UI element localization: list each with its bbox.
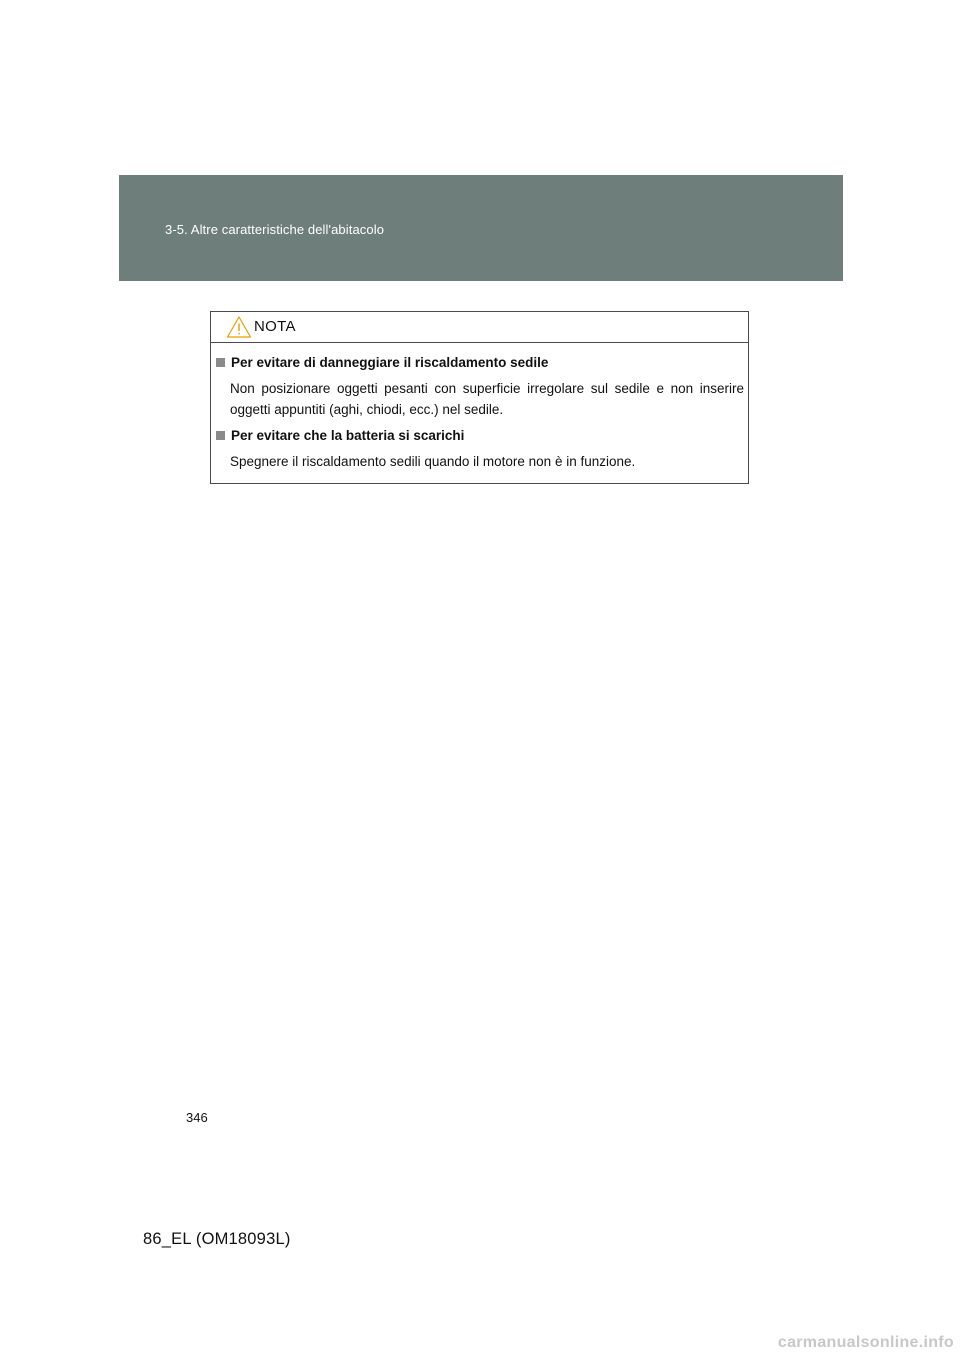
notice-item-heading: Per evitare che la batteria si scarichi (216, 428, 464, 443)
watermark: carmanualsonline.info (777, 1334, 954, 1351)
notice-item-text: Spegnere il riscaldamento sedili quando il motore non è in funzione. (230, 454, 636, 469)
notice-header (211, 312, 748, 343)
bullet-square-icon (216, 358, 225, 367)
notice-item-heading: Per evitare di danneggiare il riscaldamento sedile (216, 355, 548, 370)
section-title: 3-5. Altre caratteristiche dell'abitacolo (165, 222, 385, 237)
warning-triangle-icon (226, 315, 252, 339)
notice-box (210, 311, 749, 484)
notice-item-text: Non posizionare oggetti pesanti con superficie irregolare sul sedile e non inserire oggetti appuntiti (aghi, chiodi, ecc.) nel sedile. (230, 381, 744, 417)
document-code: 86_EL (OM18093L) (143, 1230, 291, 1248)
notice-label: NOTA (254, 318, 296, 335)
section-header-band (119, 175, 843, 281)
page-number: 346 (186, 1110, 208, 1125)
bullet-square-icon (216, 431, 225, 440)
